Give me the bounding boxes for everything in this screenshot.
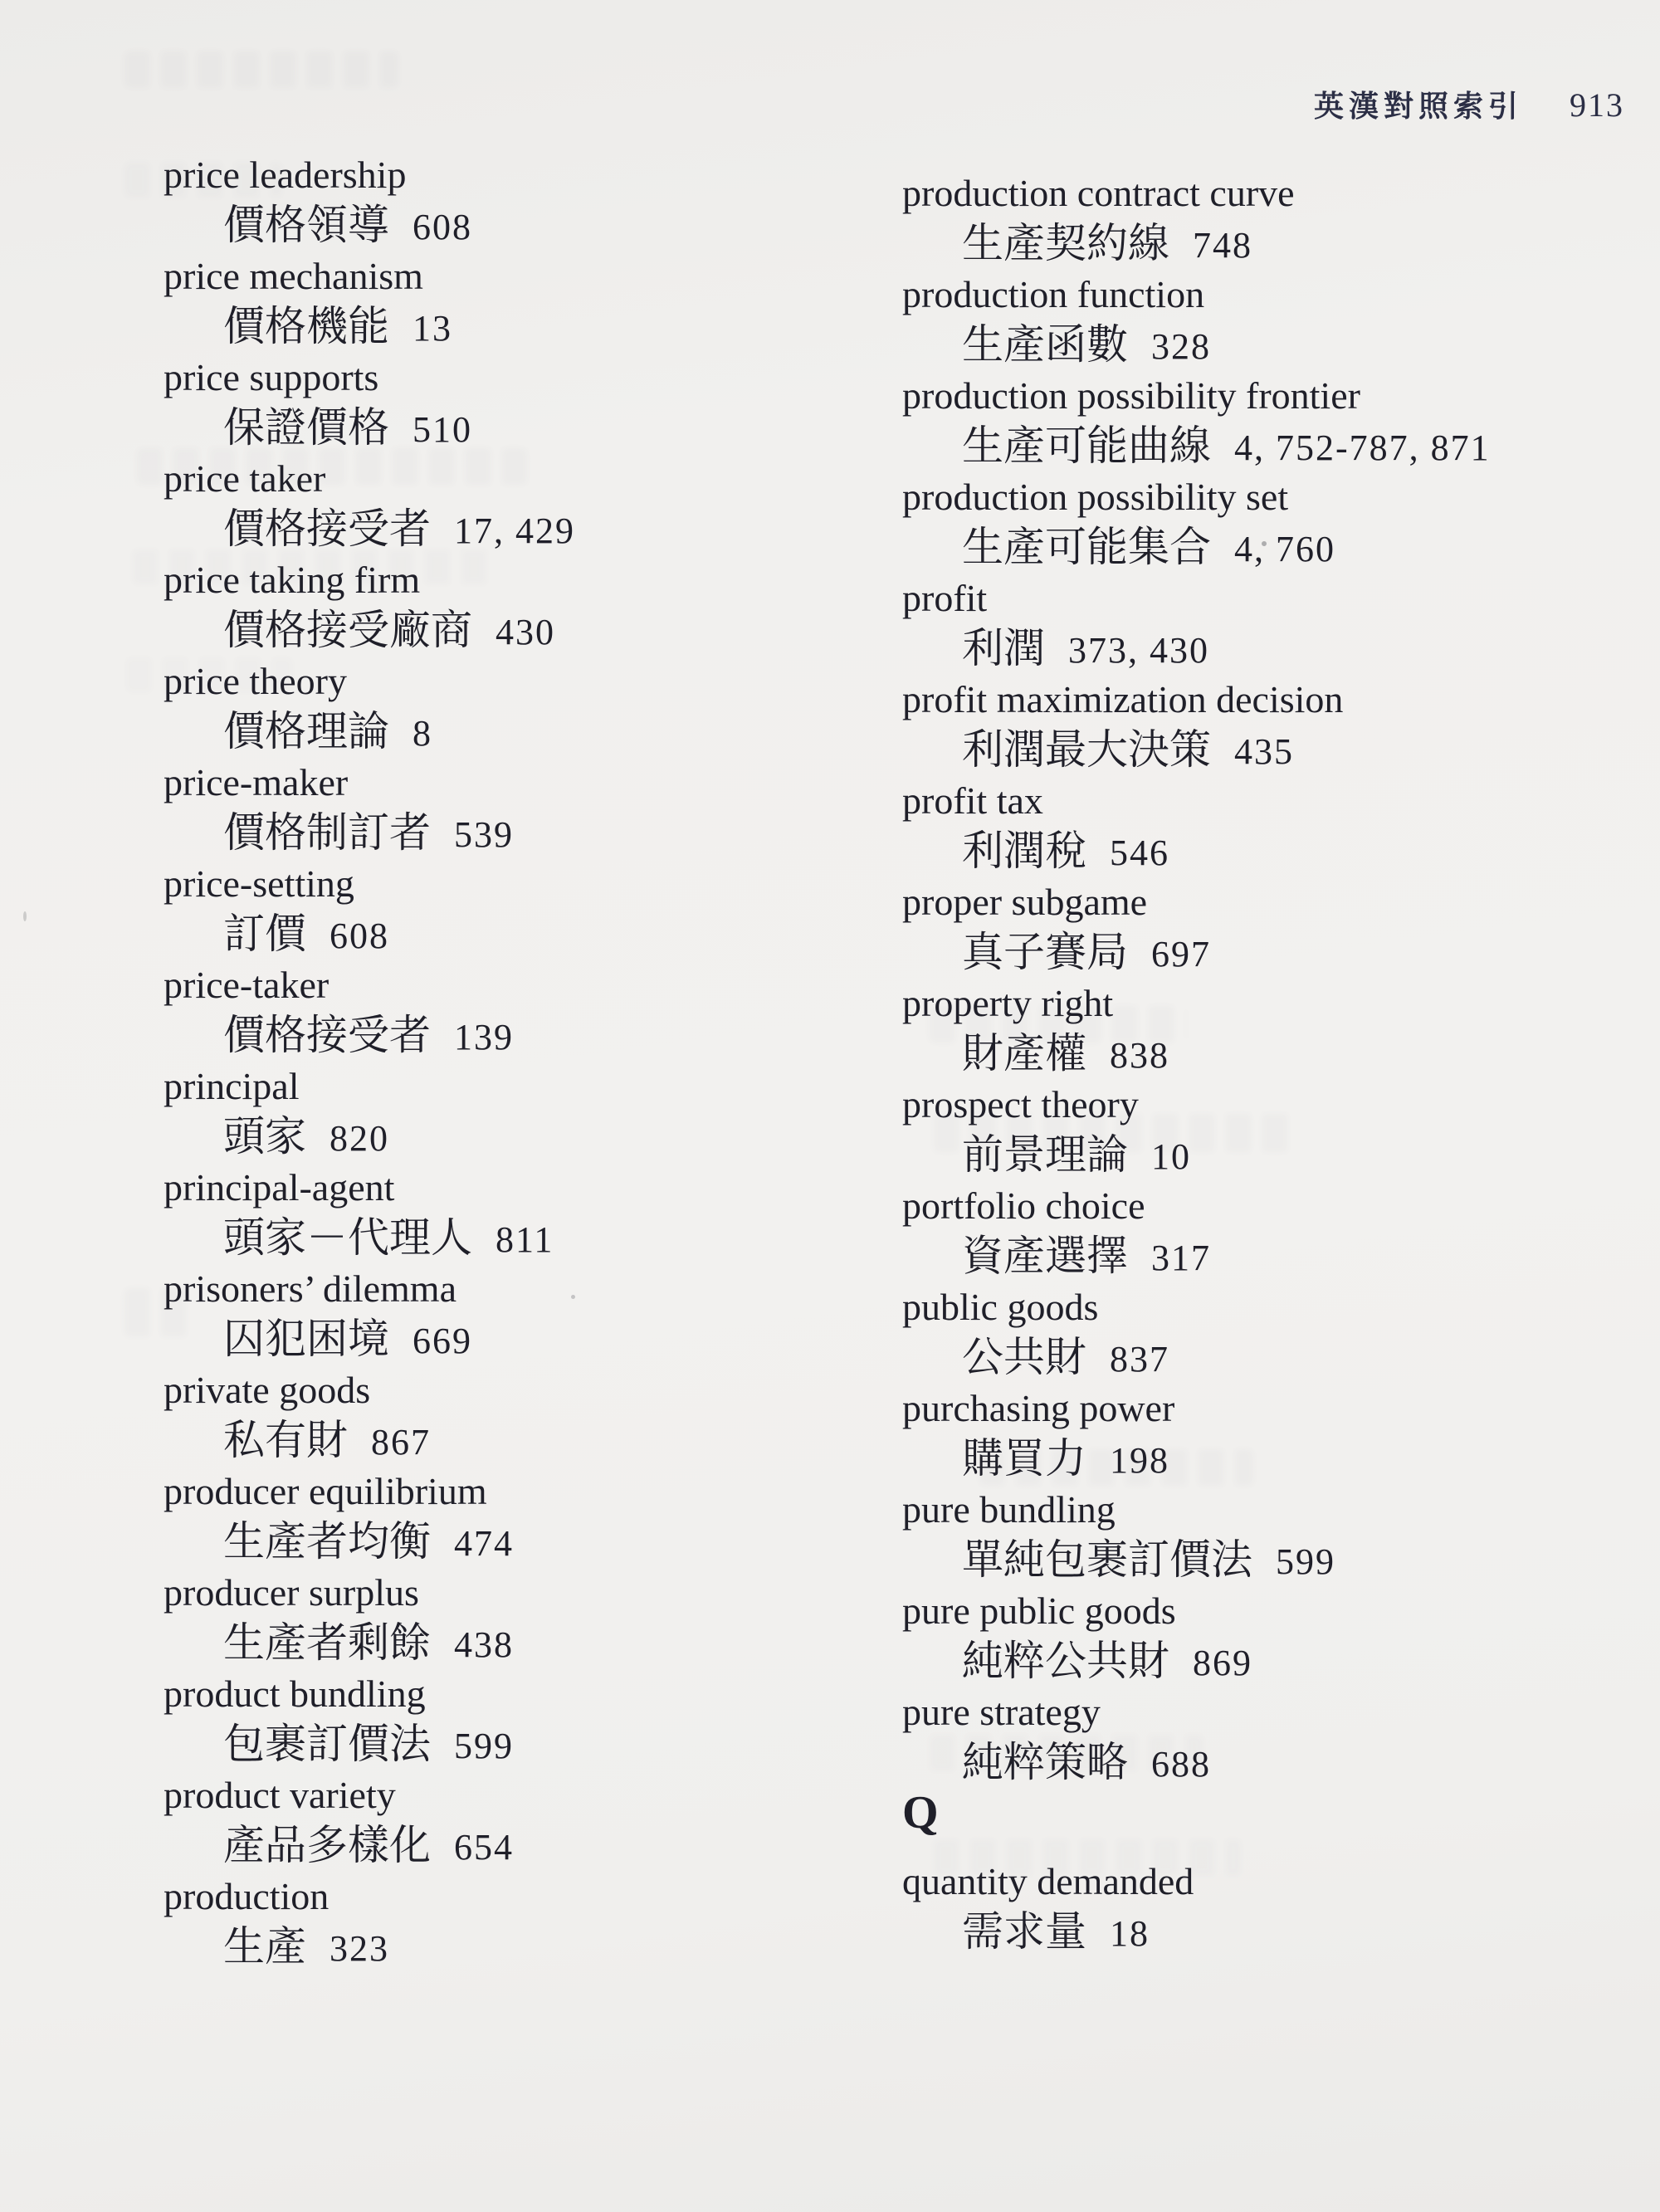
entry-term-zh-text: 價格接受者 bbox=[223, 505, 431, 552]
entry-term-zh bbox=[164, 909, 894, 960]
index-entry bbox=[164, 1162, 894, 1263]
entry-term-zh bbox=[902, 927, 1649, 978]
entry-term-zh-text: 前景理論 bbox=[962, 1131, 1128, 1178]
entry-term-zh-text: 價格接受廠商 bbox=[223, 607, 472, 653]
entry-term-zh bbox=[902, 1332, 1649, 1383]
entry-term-en: private goods bbox=[164, 1369, 371, 1411]
index-entry bbox=[164, 1263, 894, 1365]
entry-page-numbers: 323 bbox=[330, 1928, 389, 1969]
entry-term-zh bbox=[164, 1921, 894, 1972]
index-entry bbox=[902, 978, 1649, 1079]
entry-term-zh-text: 產品多樣化 bbox=[223, 1822, 431, 1868]
entry-term-zh-text: 私有財 bbox=[223, 1417, 348, 1463]
entry-term-zh bbox=[902, 1737, 1649, 1788]
entry-page-numbers: 438 bbox=[454, 1624, 514, 1665]
index-entry bbox=[902, 1856, 1649, 1957]
entry-page-numbers: 608 bbox=[413, 207, 472, 247]
entry-term-zh-text: 公共財 bbox=[962, 1334, 1086, 1380]
entry-term-en: profit bbox=[902, 577, 988, 619]
entry-page-numbers: 18 bbox=[1110, 1913, 1150, 1954]
index-entry bbox=[902, 674, 1649, 775]
entry-term-en: production possibility frontier bbox=[902, 374, 1360, 417]
entry-page-numbers: 669 bbox=[413, 1321, 472, 1361]
entry-term-en: proper subgame bbox=[902, 881, 1148, 923]
entry-term-en: property right bbox=[902, 982, 1114, 1024]
entry-page-numbers: 599 bbox=[1276, 1541, 1335, 1582]
index-column-left bbox=[164, 149, 894, 1972]
entry-term-zh bbox=[902, 623, 1649, 674]
entry-term-en: producer equilibrium bbox=[164, 1470, 487, 1512]
entry-term-zh bbox=[902, 1535, 1649, 1585]
entry-term-zh-text: 生產可能曲線 bbox=[962, 422, 1211, 469]
entry-term-zh-text: 需求量 bbox=[962, 1908, 1086, 1955]
entry-page-numbers: 837 bbox=[1110, 1339, 1169, 1379]
index-entry bbox=[164, 858, 894, 960]
entry-page-numbers: 811 bbox=[496, 1219, 554, 1260]
entry-term-zh bbox=[902, 1907, 1649, 1957]
entry-term-zh bbox=[902, 1130, 1649, 1180]
entry-term-en: production contract curve bbox=[902, 172, 1295, 214]
entry-page-numbers: 748 bbox=[1193, 225, 1252, 266]
entry-term-zh-text: 利潤最大決策 bbox=[962, 726, 1211, 773]
entry-term-zh bbox=[164, 808, 894, 858]
entry-page-numbers: 608 bbox=[330, 916, 389, 956]
entry-term-en: production function bbox=[902, 273, 1205, 315]
entry-term-zh bbox=[164, 1820, 894, 1871]
entry-page-numbers: 4, 760 bbox=[1234, 529, 1335, 569]
entry-term-en: product bundling bbox=[164, 1672, 426, 1715]
index-entry bbox=[164, 1365, 894, 1466]
entry-page-numbers: 510 bbox=[413, 409, 472, 450]
entry-term-en: production bbox=[164, 1875, 330, 1917]
entry-term-en: prisoners’ dilemma bbox=[164, 1267, 456, 1310]
index-entry bbox=[902, 471, 1649, 573]
entry-term-zh bbox=[902, 826, 1649, 876]
entry-term-en: quantity demanded bbox=[902, 1860, 1194, 1902]
entry-term-en: price theory bbox=[164, 660, 347, 702]
index-entry bbox=[164, 1770, 894, 1871]
entry-term-zh-text: 頭家－代理人 bbox=[223, 1214, 472, 1261]
entry-page-numbers: 430 bbox=[496, 612, 555, 652]
index-entry bbox=[902, 269, 1649, 370]
index-entries-p bbox=[902, 168, 1649, 1788]
entry-term-zh-text: 包裹訂價法 bbox=[223, 1721, 431, 1767]
entry-term-zh-text: 單純包裹訂價法 bbox=[962, 1536, 1252, 1583]
entry-page-numbers: 867 bbox=[371, 1422, 431, 1462]
paper-speck bbox=[23, 911, 27, 921]
entry-term-zh-text: 利潤稅 bbox=[962, 828, 1086, 874]
entry-page-numbers: 539 bbox=[454, 814, 514, 855]
entry-term-zh-text: 購買力 bbox=[962, 1435, 1086, 1482]
entry-term-en: product variety bbox=[164, 1774, 396, 1816]
entry-term-en: price leadership bbox=[164, 154, 407, 196]
index-entry bbox=[164, 251, 894, 352]
entry-term-en: public goods bbox=[902, 1286, 1099, 1328]
entry-term-zh-text: 生產可能集合 bbox=[962, 524, 1211, 570]
index-entry bbox=[902, 1079, 1649, 1180]
entry-term-zh bbox=[164, 1719, 894, 1770]
index-entry bbox=[902, 370, 1649, 471]
entry-page-numbers: 8 bbox=[413, 713, 432, 754]
index-entry bbox=[902, 1180, 1649, 1282]
entry-term-en: price supports bbox=[164, 356, 379, 398]
index-entry bbox=[902, 1585, 1649, 1687]
running-head-title: 英漢對照索引 bbox=[1314, 90, 1524, 123]
entry-term-zh-text: 利潤 bbox=[962, 625, 1045, 671]
entry-term-en: purchasing power bbox=[902, 1387, 1175, 1429]
entry-term-en: principal-agent bbox=[164, 1166, 395, 1209]
entry-term-zh bbox=[902, 1028, 1649, 1079]
index-entry bbox=[164, 656, 894, 757]
index-entry bbox=[902, 1484, 1649, 1585]
entry-term-zh bbox=[902, 1231, 1649, 1282]
entry-term-en: price-setting bbox=[164, 862, 354, 905]
entry-term-zh-text: 真子賽局 bbox=[962, 929, 1128, 975]
index-entry bbox=[164, 149, 894, 251]
entry-term-zh-text: 價格領導 bbox=[223, 202, 389, 248]
index-entry bbox=[164, 1061, 894, 1162]
entry-term-zh bbox=[164, 1010, 894, 1061]
entry-page-numbers: 317 bbox=[1151, 1238, 1211, 1278]
entry-term-en: price taking firm bbox=[164, 559, 421, 601]
index-entry bbox=[902, 1383, 1649, 1484]
index-entry bbox=[902, 168, 1649, 269]
entry-term-zh bbox=[164, 1111, 894, 1162]
entry-term-zh bbox=[902, 218, 1649, 269]
entry-term-zh bbox=[164, 301, 894, 352]
entry-page-numbers: 838 bbox=[1110, 1035, 1169, 1076]
entry-term-zh bbox=[164, 1618, 894, 1668]
entry-term-en: portfolio choice bbox=[902, 1184, 1145, 1227]
index-entry bbox=[902, 775, 1649, 876]
running-head-page-number: 913 bbox=[1570, 86, 1625, 124]
index-entry bbox=[164, 554, 894, 656]
entry-term-en: profit maximization decision bbox=[902, 678, 1344, 720]
section-letter-q: Q bbox=[902, 1787, 939, 1838]
entry-term-en: pure bundling bbox=[902, 1488, 1116, 1531]
index-column-right bbox=[902, 168, 1649, 1957]
index-entries-q bbox=[902, 1856, 1649, 1957]
entry-term-en: producer surplus bbox=[164, 1571, 419, 1614]
entry-page-numbers: 599 bbox=[454, 1726, 514, 1766]
entry-term-en: price taker bbox=[164, 457, 326, 500]
entry-term-zh bbox=[902, 725, 1649, 775]
index-entry bbox=[902, 573, 1649, 674]
index-entry bbox=[164, 1668, 894, 1770]
entry-term-zh-text: 價格理論 bbox=[223, 708, 389, 754]
entry-term-zh-text: 生產者剩餘 bbox=[223, 1619, 431, 1666]
entry-term-zh-text: 訂價 bbox=[223, 911, 306, 957]
entry-term-zh-text: 價格機能 bbox=[223, 303, 389, 349]
index-entry bbox=[164, 757, 894, 858]
entry-term-zh bbox=[902, 1636, 1649, 1687]
entry-page-numbers: 697 bbox=[1151, 934, 1211, 974]
entry-page-numbers: 474 bbox=[454, 1523, 514, 1564]
entry-term-en: price mechanism bbox=[164, 255, 423, 297]
entry-page-numbers: 139 bbox=[454, 1017, 514, 1057]
entry-term-zh-text: 生產者均衡 bbox=[223, 1518, 431, 1565]
entry-term-zh bbox=[164, 504, 894, 554]
index-entry bbox=[164, 960, 894, 1061]
entry-term-zh-text: 生產契約線 bbox=[962, 220, 1169, 266]
entry-page-numbers: 435 bbox=[1234, 731, 1294, 772]
index-entry bbox=[902, 1687, 1649, 1788]
entry-term-zh-text: 價格制訂者 bbox=[223, 809, 431, 856]
entry-term-en: principal bbox=[164, 1065, 300, 1107]
running-head bbox=[1314, 83, 1624, 125]
entry-page-numbers: 198 bbox=[1110, 1440, 1169, 1481]
entry-term-zh-text: 資產選擇 bbox=[962, 1233, 1128, 1279]
entry-page-numbers: 373, 430 bbox=[1068, 630, 1209, 671]
entry-page-numbers: 10 bbox=[1151, 1136, 1191, 1177]
entry-term-zh bbox=[164, 706, 894, 757]
entry-term-zh bbox=[902, 522, 1649, 573]
entry-term-en: pure public goods bbox=[902, 1589, 1176, 1632]
entry-page-numbers: 328 bbox=[1151, 326, 1211, 367]
entry-page-numbers: 820 bbox=[330, 1118, 389, 1159]
entry-term-zh bbox=[164, 200, 894, 251]
entry-term-en: production possibility set bbox=[902, 476, 1289, 518]
entry-page-numbers: 13 bbox=[413, 308, 452, 349]
entry-term-en: prospect theory bbox=[902, 1083, 1139, 1126]
entry-term-zh bbox=[902, 1433, 1649, 1484]
entry-term-zh bbox=[902, 320, 1649, 370]
entry-page-numbers: 688 bbox=[1151, 1744, 1211, 1785]
entry-term-zh bbox=[164, 1314, 894, 1365]
entry-term-zh bbox=[164, 1415, 894, 1466]
entry-term-zh bbox=[164, 605, 894, 656]
entry-page-numbers: 869 bbox=[1193, 1643, 1252, 1683]
entry-term-zh-text: 純粹策略 bbox=[962, 1739, 1128, 1785]
entry-page-numbers: 17, 429 bbox=[454, 510, 575, 551]
bleed-through-smudge bbox=[124, 51, 398, 88]
entry-term-en: price-maker bbox=[164, 761, 349, 803]
index-entry bbox=[902, 1282, 1649, 1383]
index-entry bbox=[164, 1871, 894, 1972]
entry-term-zh-text: 生產函數 bbox=[962, 321, 1128, 368]
index-entry bbox=[164, 352, 894, 453]
index-entry bbox=[164, 453, 894, 554]
index-entry bbox=[164, 1567, 894, 1668]
entry-term-zh-text: 價格接受者 bbox=[223, 1012, 431, 1058]
entry-term-en: profit tax bbox=[902, 779, 1043, 822]
entry-term-zh bbox=[164, 1213, 894, 1263]
entry-term-zh-text: 保證價格 bbox=[223, 404, 389, 451]
entry-term-zh bbox=[164, 1516, 894, 1567]
index-entry bbox=[164, 1466, 894, 1567]
entry-term-zh-text: 純粹公共財 bbox=[962, 1638, 1169, 1684]
entry-term-zh-text: 生產 bbox=[223, 1923, 306, 1970]
entry-term-zh-text: 囚犯困境 bbox=[223, 1316, 389, 1362]
entry-term-zh bbox=[164, 403, 894, 453]
entry-page-numbers: 654 bbox=[454, 1827, 514, 1868]
entry-term-en: pure strategy bbox=[902, 1691, 1101, 1733]
entry-term-zh bbox=[902, 421, 1649, 471]
entry-term-zh-text: 頭家 bbox=[223, 1113, 306, 1160]
entry-term-zh-text: 財產權 bbox=[962, 1030, 1086, 1077]
index-entry bbox=[902, 876, 1649, 978]
entry-term-en: price-taker bbox=[164, 964, 330, 1006]
entry-page-numbers: 4, 752-787, 871 bbox=[1234, 427, 1491, 468]
entry-page-numbers: 546 bbox=[1110, 833, 1169, 873]
